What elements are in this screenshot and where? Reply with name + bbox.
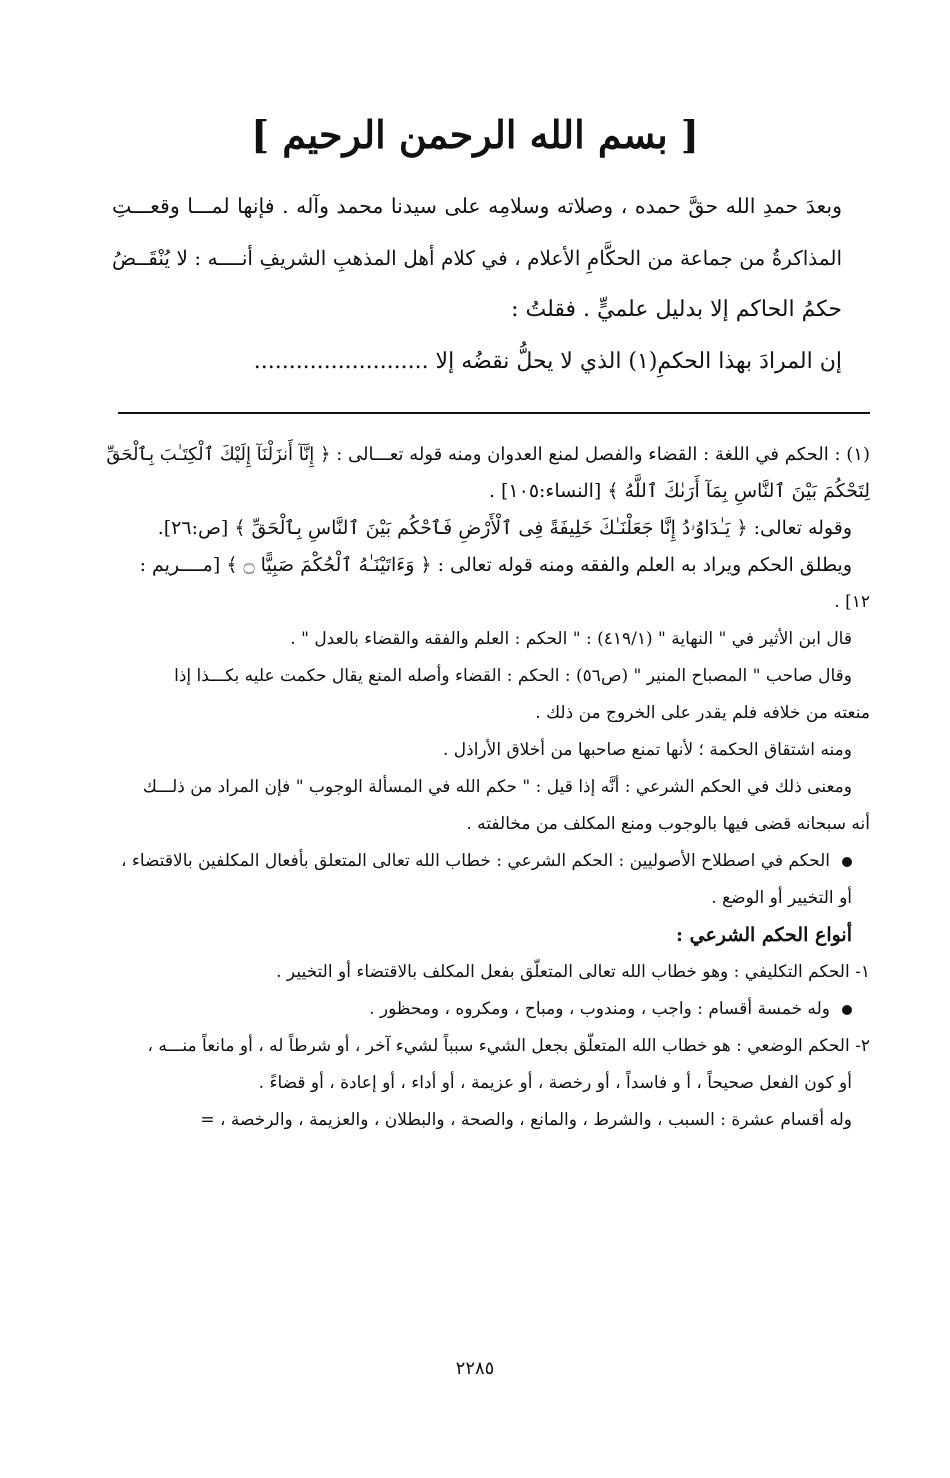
footnote-line: ومعنى ذلك في الحكم الشرعي : أنَّه إذا قيل : " حكم الله في المسألة الوجوب " فإن المراد من ذلـــك xyxy=(142,777,852,797)
main-line: حكمُ الحاكم إلا بدليل علميٍّ . فقلتُ : xyxy=(511,297,842,322)
footnote-bullet-line xyxy=(100,991,870,1028)
footnote-line: ٢- الحكم الوضعي : هو خطاب الله المتعلّق بجعل الشيء سبباً لشيء آخر ، أو شرطاً له ، أو مانعاً منـــه ، xyxy=(147,1036,870,1056)
footnote-text: الحكم في اصطلاح الأصوليين : الحكم الشرعي : خطاب الله تعالى المتعلق بأفعال المكلفين بالاقتضاء ، xyxy=(120,851,830,871)
footnote-line: قال ابن الأثير في " النهاية " (٤١٩/١) : " الحكم : العلم والفقه والقضاء بالعدل " . xyxy=(290,629,852,649)
footnote-line: (١) : الحكم في اللغة : القضاء والفصل لمنع العدوان ومنه قوله تعـــالى : ﴿ إِنَّآ أَنزَلْنَآ إِلَيْكَ ٱلْكِتَـٰبَ بِٱلْحَقِّ xyxy=(106,444,870,465)
footnote-line: أنه سبحانه قضى فيها بالوجوب ومنع المكلف من مخالفته . xyxy=(466,814,870,834)
footnote-line: منعته من خلافه فلم يقدر على الخروج من ذلك . xyxy=(535,703,870,723)
footnote-bullet-line xyxy=(100,843,870,880)
footnote-line: وقوله تعالى: ﴿ يَـٰدَاوُۥدُ إِنَّا جَعَلْنَـٰكَ خَلِيفَةً فِى ٱلْأَرْضِ فَٱحْكُم بَيْنَ ٱلنَّاسِ بِٱلْحَقِّ ﴾ [ص:٢٦]. xyxy=(157,517,852,539)
bullet-icon xyxy=(842,857,852,867)
footnote-line: ومنه اشتقاق الحكمة ؛ لأنها تمنع صاحبها من أخلاق الأراذل . xyxy=(442,740,852,760)
basmala-title: [ بسم الله الرحمن الرحيم ] xyxy=(251,112,699,157)
footnote-text: وله خمسة أقسام : واجب ، ومندوب ، ومباح ، ومكروه ، ومحظور . xyxy=(369,999,830,1019)
footnote-separator xyxy=(118,412,870,414)
footnote-line: وله أقسام عشرة : السبب ، والشرط ، والمانع ، والصحة ، والبطلان ، والعزيمة ، والرخصة ، = xyxy=(200,1110,852,1130)
footnote-line: لِتَحْكُمَ بَيْنَ ٱلنَّاسِ بِمَآ أَرَىٰكَ ٱللَّهُ ﴾ [النساء:١٠٥] . xyxy=(488,480,870,502)
page-number: ٢٢٨٥ xyxy=(455,1358,495,1379)
footnote-line: ١- الحكم التكليفي : وهو خطاب الله تعالى المتعلّق بفعل المكلف بالاقتضاء أو التخيير . xyxy=(276,962,870,982)
footnote-line: ١٢] . xyxy=(834,592,870,612)
main-line: إن المرادَ بهذا الحكمِ(١) الذي لا يحلُّ نقضُه إلا ......................... xyxy=(253,349,842,374)
footnote-line: أو التخيير أو الوضع . xyxy=(711,888,852,908)
main-line: المذاكرةُ من جماعة من الحكَّامِ الأعلام ، في كلام أهل المذهبِ الشريفِ أنــــه : لا يُنْقَــضُ xyxy=(112,246,842,270)
main-text xyxy=(112,180,842,388)
footnote-line: أو كون الفعل صحيحاً ، أ و فاسداً ، أو رخصة ، أو عزيمة ، أو أداء ، أو إعادة ، أو قضاءً . xyxy=(258,1073,852,1093)
footnote-line: ويطلق الحكم ويراد به العلم والفقه ومنه قوله تعالى : ﴿ وَءَاتَيْنَـٰهُ ٱلْحُكْمَ صَبِيًّا ۝ ﴾ [مــــريم : xyxy=(139,554,852,576)
footnote-heading: أنواع الحكم الشرعي : xyxy=(675,924,852,946)
footnote-line: وقال صاحب " المصباح المنير " (ص٥٦) : الحكم : القضاء وأصله المنع يقال حكمت عليه بكـــذا إذا xyxy=(174,666,852,686)
bullet-icon xyxy=(842,1005,852,1015)
main-line: وبعدَ حمدِ الله حقَّ حمده ، وصلاته وسلامِه على سيدنا محمد وآله . فإنها لمـــا وقعـــتِ xyxy=(112,194,842,218)
footnotes xyxy=(100,436,870,1139)
